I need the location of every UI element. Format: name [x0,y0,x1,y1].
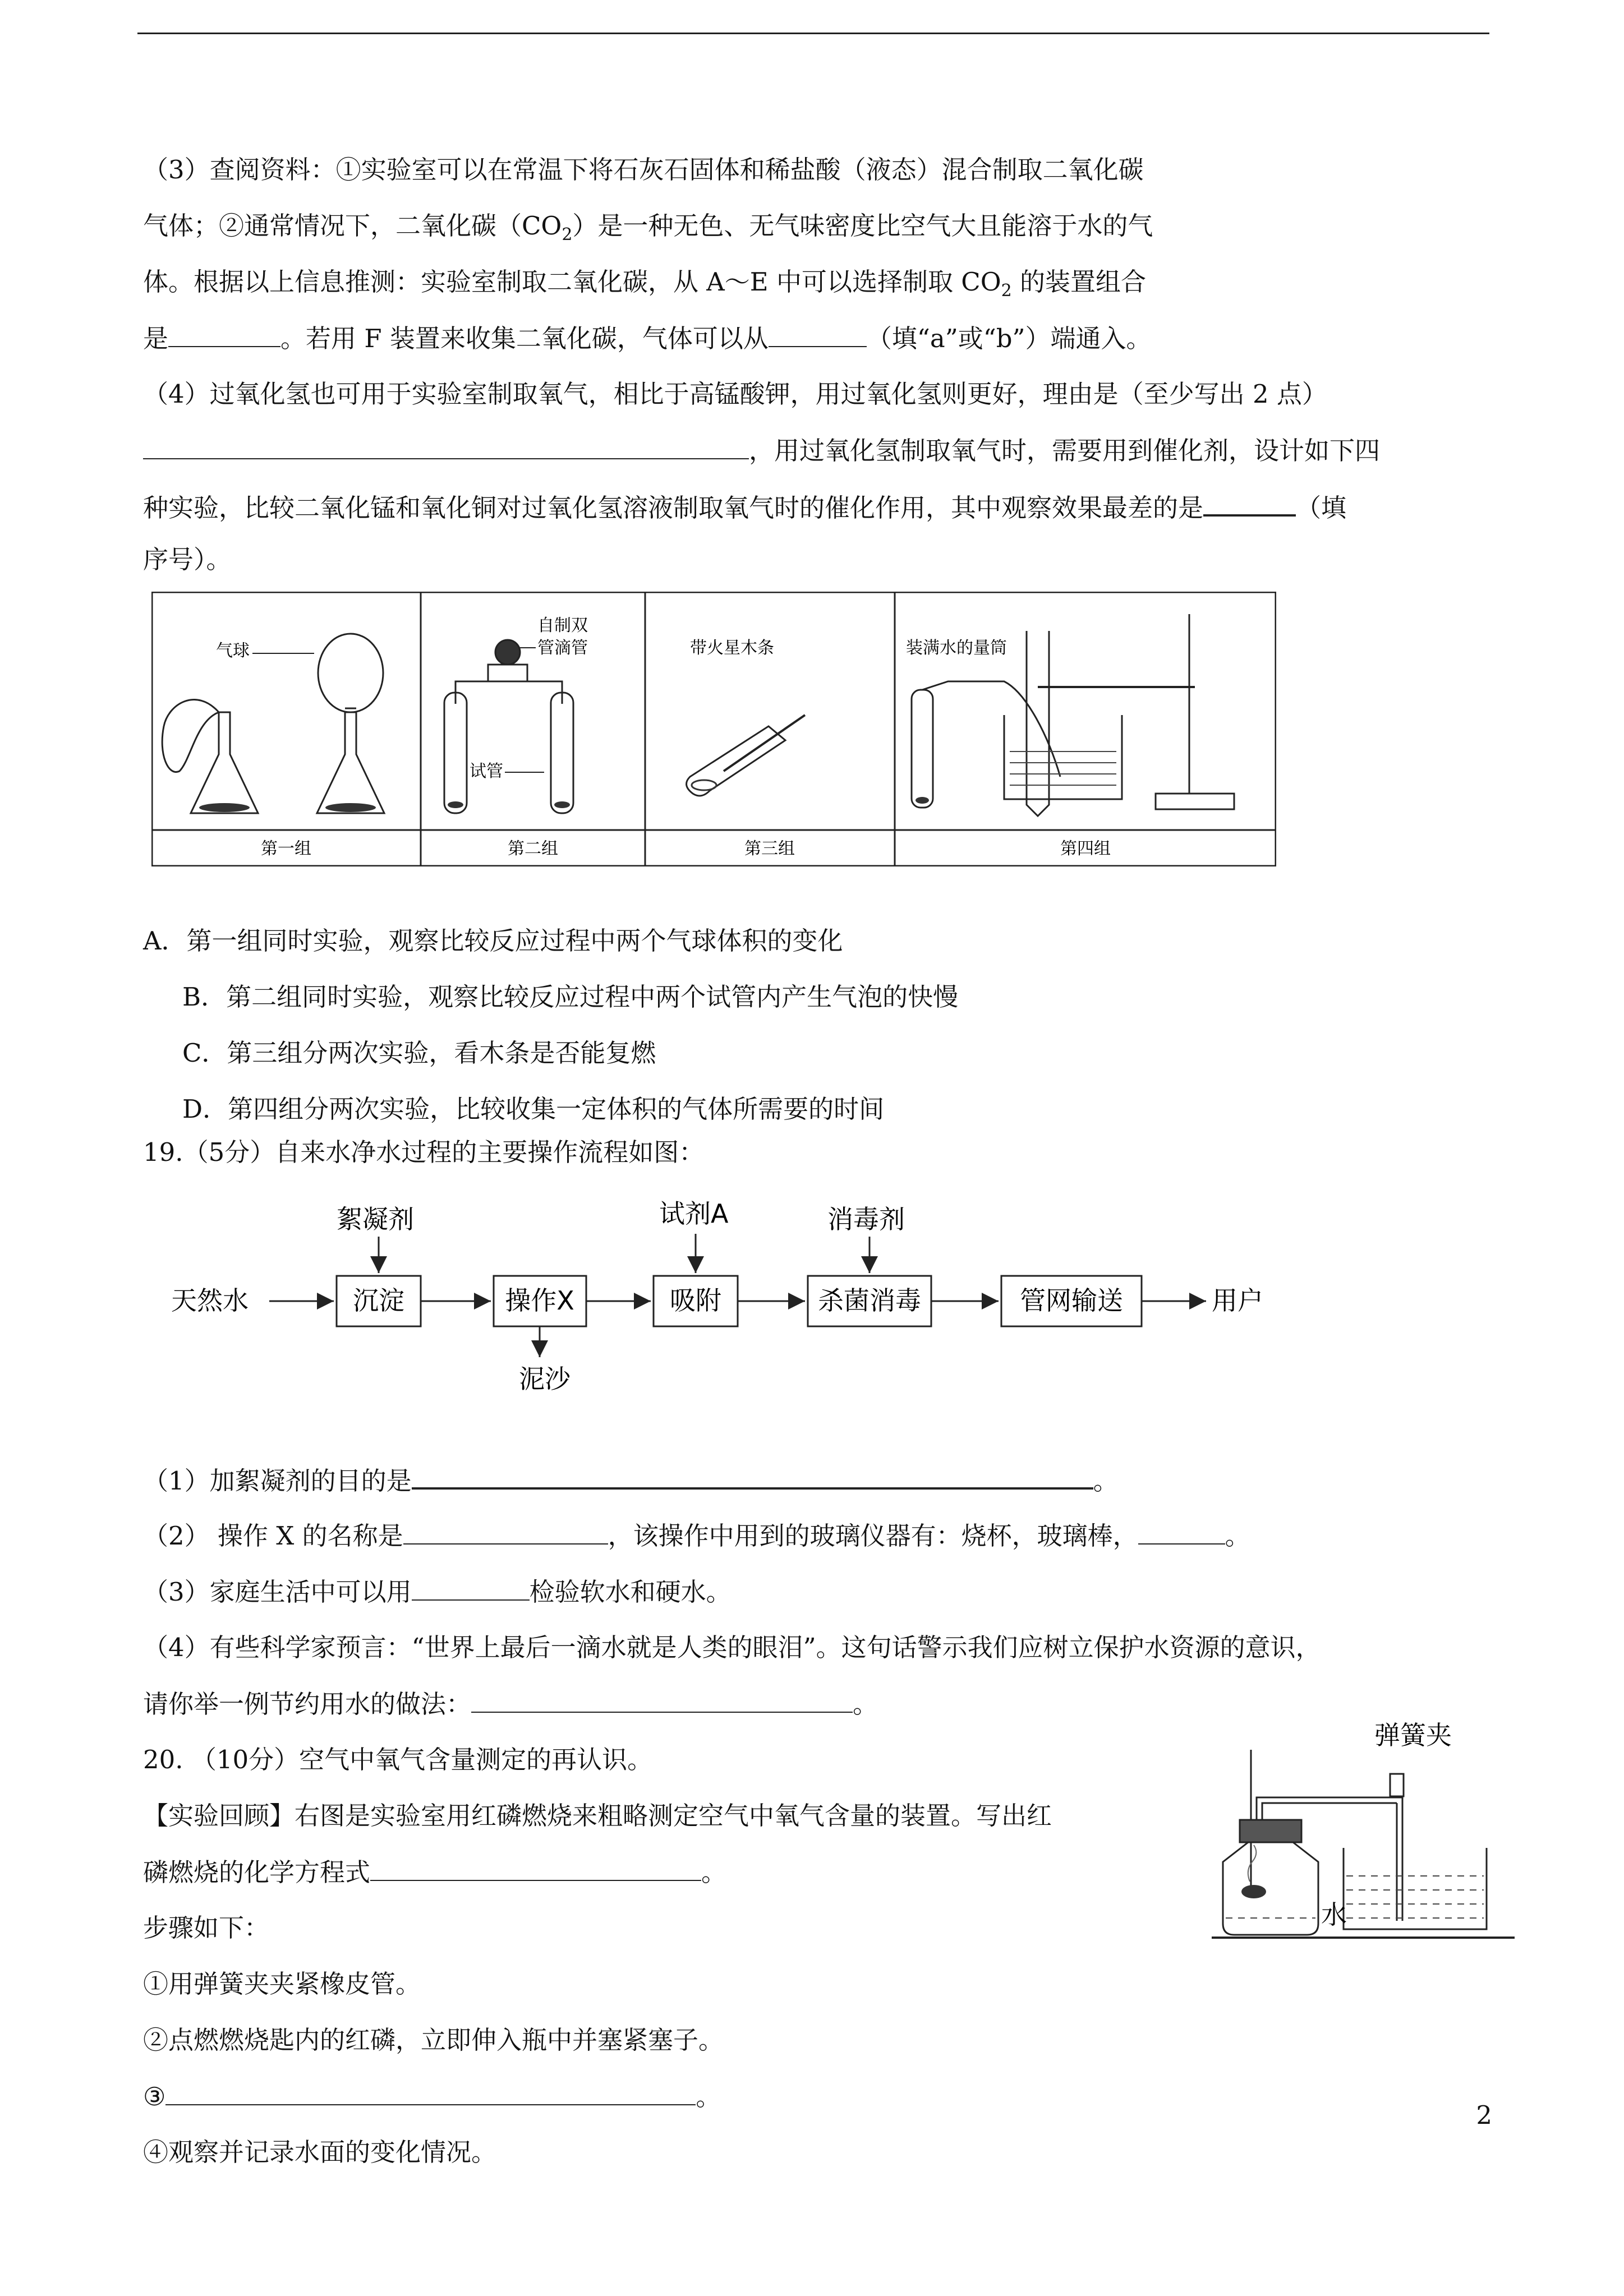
dropper-label-1: 自制双 [537,616,588,635]
q18-3-line1: （3）查阅资料：①实验室可以在常温下将石灰石固体和稀盐酸（液态）混合制取二氧化碳 [143,155,1144,185]
q19-line2: （2） 操作 X 的名称是 ，该操作中用到的玻璃仪器有：烧杯，玻璃棒， 。 [143,1519,1250,1553]
q20-step1: ①用弹簧夹夹紧橡皮管。 [143,1969,421,1999]
q20-step2: ②点燃燃烧匙内的红磷，立即伸入瓶中并塞紧塞子。 [143,2025,724,2055]
flow-output: 泥沙 [519,1364,571,1394]
q18-3-line4: 是 。若用 F 装置来收集二氧化碳，气体可以从 （填“a”或“b”）端通入。 [143,321,1152,356]
catalyst-experiment-figure [151,592,1276,866]
flow-source: 天然水 [171,1285,249,1316]
group-label-1: 第一组 [261,839,311,859]
answer-blank[interactable] [769,321,867,347]
water-treatment-flowchart [165,1195,1293,1402]
q20-step4: ④观察并记录水面的变化情况。 [143,2137,497,2167]
flow-box-1: 沉淀 [353,1285,404,1316]
group-label-4: 第四组 [1060,839,1111,859]
q18-3-line2: 气体；②通常情况下，二氧化碳$(CO_2)$是一种无色、无气味密度比空气大且能溶于水的气 [143,211,1153,245]
flow-box-5: 管网输送 [1020,1285,1123,1316]
answer-blank[interactable] [143,434,749,459]
q20-step3: ③ 。 [143,2080,721,2114]
option-c: C．第三组分两次实验，看木条是否能复燃 [182,1038,656,1068]
q18-3-line3: 体。根据以上信息推测：实验室制取二氧化碳，从 A～E 中可以选择制取 $CO_2$ 的装置组合 [143,267,1146,301]
q19-line5: 请你举一例节约用水的做法： 。 [143,1687,878,1721]
answer-blank[interactable] [168,321,280,347]
answer-blank[interactable] [1203,490,1296,517]
q20-steps-label: 步骤如下： [143,1913,270,1943]
flow-box-3: 吸附 [670,1285,721,1316]
q20-line1: 【实验回顾】右图是实验室用红磷燃烧来粗略测定空气中氧气含量的装置。写出红 [143,1801,1052,1831]
flow-input-2: 试剂A [659,1198,729,1229]
option-b: B．第二组同时实验，观察比较反应过程中两个试管内产生气泡的快慢 [182,982,959,1012]
q18-4-line4: 序号）。 [143,545,232,574]
dropper-label-2: 管滴管 [537,638,588,658]
q18-4-line1: （4）过氧化氢也可用于实验室制取氧气，相比于高锰酸钾，用过氧化氢则更好，理由是（至少写出 2 点） [143,379,1327,409]
q18-4-line3: 种实验，比较二氧化锰和氧化铜对过氧化氢溶液制取氧气时的催化作用，其中观察效果最差的是 （填 [143,490,1346,525]
answer-blank[interactable] [412,1463,1093,1490]
q19-line4: （4）有些科学家预言：“世界上最后一滴水就是人类的眼泪”。这句话警示我们应树立保护水资源的意识， [143,1633,1321,1662]
tube-label: 试管 [470,762,503,781]
splint-label: 带火星木条 [690,638,774,658]
answer-blank[interactable] [1138,1519,1225,1545]
q19-line1: （1）加絮凝剂的目的是 。 [143,1463,1119,1498]
q20-title: 20. （10分）空气中氧气含量测定的再认识。 [143,1745,653,1774]
group-label-3: 第三组 [744,839,795,859]
answer-blank[interactable] [165,2080,696,2105]
flow-box-4: 杀菌消毒 [818,1285,921,1316]
flow-input-3: 消毒剂 [827,1204,905,1234]
option-a: A．第一组同时实验，观察比较反应过程中两个气球体积的变化 [143,926,843,956]
header-rule [137,33,1489,34]
answer-blank[interactable] [403,1519,608,1545]
option-d: D．第四组分两次实验，比较收集一定体积的气体所需要的时间 [182,1094,885,1124]
oxygen-measurement-apparatus [1206,1713,1520,1943]
q19-line3: （3）家庭生活中可以用 检验软水和硬水。 [143,1575,732,1609]
q19-title: 19.（5分）自来水净水过程的主要操作流程如图： [143,1137,705,1167]
answer-blank[interactable] [412,1575,530,1601]
clamp-label: 弹簧夹 [1374,1720,1452,1750]
flow-box-2: 操作X [505,1285,574,1316]
flow-input-1: 絮凝剂 [337,1204,414,1234]
answer-blank[interactable] [370,1855,701,1881]
page-number: 2 [1476,2100,1492,2130]
q18-4-line2: ，用过氧化氢制取氧气时，需要用到催化剂，设计如下四 [143,434,1380,468]
balloon-label: 气球 [216,641,250,661]
flow-user: 用户 [1212,1285,1263,1316]
water-label: 水 [1321,1899,1347,1930]
q20-line2: 磷燃烧的化学方程式 。 [143,1855,726,1889]
answer-blank[interactable] [471,1687,853,1713]
group-label-2: 第二组 [508,839,558,859]
cylinder-label: 装满水的量筒 [906,638,1007,658]
